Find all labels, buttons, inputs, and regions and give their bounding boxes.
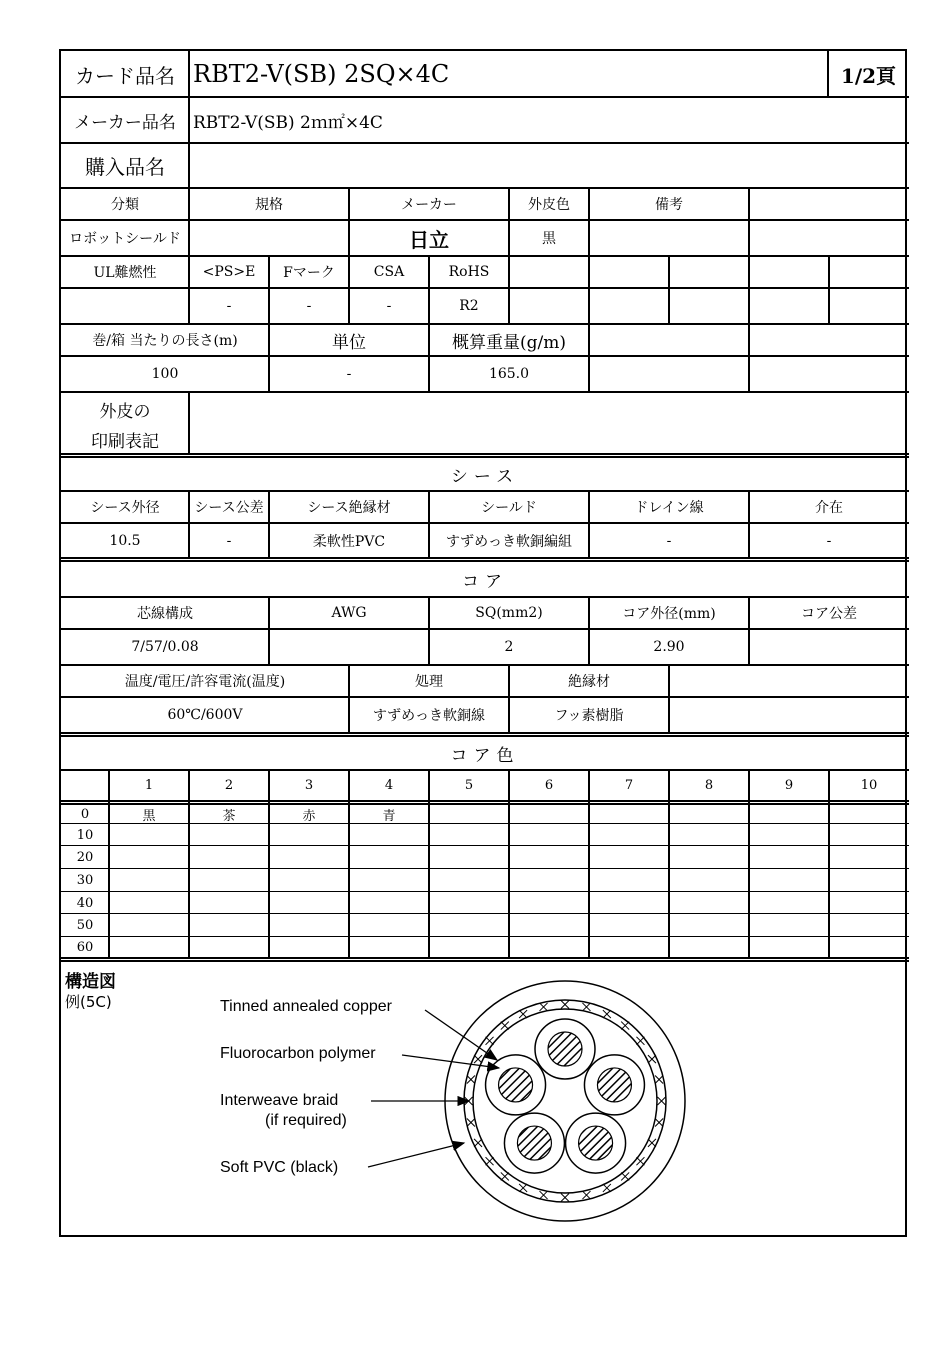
sheath-header: シース絶縁材	[307, 500, 391, 516]
sheath-value: -	[666, 532, 672, 549]
core-color-cell	[109, 824, 189, 846]
core-color-cell	[509, 846, 589, 869]
page-number: 1/2頁	[840, 63, 897, 88]
core2-value: 60℃/600V	[167, 707, 243, 723]
standard-value	[61, 288, 189, 324]
core-color-cell	[589, 824, 669, 846]
core-color-cell	[189, 937, 269, 958]
core-color-col: 6	[544, 778, 554, 793]
core-color-cell	[109, 892, 189, 914]
core-conductor	[517, 1126, 551, 1160]
class-header: 分類	[111, 197, 139, 213]
print-label-1: 外皮の	[99, 401, 151, 422]
core-color-cell	[749, 869, 829, 892]
core-color-cell	[109, 914, 189, 937]
grid-line	[668, 256, 670, 324]
label-tinned-copper: Tinned annealed copper	[220, 998, 392, 1015]
core-color-col: 4	[384, 778, 394, 793]
class-value: 日立	[409, 227, 449, 252]
card-name: RBT2-V(SB) 2SQ×4C	[193, 60, 450, 88]
core2-header: 絶縁材	[568, 674, 610, 690]
standard-value: R2	[459, 298, 479, 314]
core-color-cell	[509, 937, 589, 958]
core-color-cell	[589, 937, 669, 958]
core-color-cell	[429, 846, 509, 869]
label-braid-note: (if required)	[265, 1112, 347, 1129]
sheath-header: シース公差	[194, 500, 264, 516]
core-conductor	[597, 1068, 631, 1102]
core-color-row-label: 60	[76, 940, 94, 955]
core-color-cell	[669, 892, 749, 914]
core-conductor	[579, 1126, 613, 1160]
core-title: コア	[462, 571, 508, 592]
core-color-cell	[829, 937, 909, 958]
core-color-cell	[189, 869, 269, 892]
core-color-row-label: 20	[76, 850, 94, 865]
core2-value: すずめっき軟銅線	[373, 708, 485, 724]
core-header: AWG	[331, 605, 367, 621]
core-color-cell	[749, 804, 829, 824]
structure-diagram	[59, 959, 907, 1237]
core-color-cell	[509, 869, 589, 892]
print-value	[189, 392, 913, 454]
core-color-cell	[749, 914, 829, 937]
core-color-cell	[749, 892, 829, 914]
core2-header: 温度/電圧/許容電流(温度)	[124, 674, 286, 690]
core-color-row-label: 40	[76, 895, 94, 911]
grid-line	[748, 256, 750, 324]
core-color-cell: 茶	[222, 808, 236, 824]
core-color-row-label: 50	[76, 918, 94, 933]
core-color-cell	[349, 824, 429, 846]
sheath-value: 10.5	[109, 532, 141, 549]
core-color-cell	[509, 824, 589, 846]
maker-name: RBT2-V(SB) 2ｍ㎡×4C	[193, 112, 383, 133]
core-color-cell	[269, 937, 349, 958]
core-color-cell	[669, 804, 749, 824]
core-color-cell	[269, 892, 349, 914]
core-color-cell	[189, 892, 269, 914]
core-value: 2.90	[653, 639, 685, 655]
core-color-col: 9	[784, 778, 794, 793]
core-color-cell	[589, 869, 669, 892]
core-color-cell	[509, 804, 589, 824]
sheath-header: ドレイン線	[634, 500, 704, 516]
print-label-2: 印刷表記	[91, 431, 159, 452]
core-color-cell	[269, 824, 349, 846]
sheath-header: 介在	[815, 500, 843, 516]
core-color-cell	[829, 869, 909, 892]
length-value: 165.0	[488, 366, 530, 382]
core-value	[269, 629, 429, 665]
core-color-cell	[269, 914, 349, 937]
structure-title: 構造図	[65, 972, 116, 992]
core-color-row-label: 10	[76, 827, 94, 843]
grid-line	[588, 256, 590, 324]
core-color-cell	[589, 914, 669, 937]
class-value: 黒	[542, 231, 556, 247]
core-color-col: 8	[704, 778, 714, 793]
core-color-cell	[749, 937, 829, 958]
class-value	[189, 220, 349, 256]
core-color-cell	[349, 914, 429, 937]
length-value: -	[346, 366, 352, 382]
core-color-col: 2	[224, 778, 234, 793]
label-braid: Interweave braid	[220, 1092, 339, 1109]
core-color-cell	[669, 824, 749, 846]
length-value: 100	[151, 366, 179, 382]
sheath-value: -	[226, 532, 232, 549]
core-header: 芯線構成	[137, 606, 193, 622]
class-header: 外皮色	[528, 197, 570, 213]
core-color-cell	[429, 869, 509, 892]
core2-header: 処理	[415, 674, 443, 690]
core-color-cell: 青	[382, 808, 396, 824]
core-color-cell	[349, 846, 429, 869]
core-color-cell	[109, 937, 189, 958]
core-color-cell	[109, 846, 189, 869]
sheath-value: すずめっき軟銅編組	[446, 533, 572, 550]
core-color-cell	[669, 846, 749, 869]
core-color-cell	[749, 824, 829, 846]
core-color-cell	[429, 892, 509, 914]
length-header: 単位	[332, 332, 366, 353]
label-fluorocarbon: Fluorocarbon polymer	[220, 1045, 376, 1062]
core-color-title: コア色	[450, 745, 520, 766]
core-color-cell	[829, 824, 909, 846]
core-conductor	[548, 1032, 582, 1066]
length-header: 概算重量(g/m)	[452, 332, 566, 353]
standard-value: -	[386, 298, 392, 314]
standard-header: UL難燃性	[93, 265, 157, 281]
core-color-cell	[109, 869, 189, 892]
core-header: SQ(mm2)	[475, 605, 543, 621]
core-color-cell	[429, 914, 509, 937]
core-color-col: 3	[304, 778, 314, 793]
core-color-cell	[349, 869, 429, 892]
core-group	[486, 1019, 645, 1173]
core-header: コア公差	[801, 606, 857, 622]
sheath-value: -	[826, 532, 832, 549]
structure-example: 例(5C)	[65, 993, 112, 1011]
core-color-cell	[749, 846, 829, 869]
core-color-col: 7	[624, 778, 634, 793]
purchase-name	[189, 143, 913, 188]
card-label: カード品名	[75, 63, 175, 88]
grid-line	[748, 324, 750, 392]
core-color-cell	[269, 846, 349, 869]
standard-value: -	[306, 298, 312, 314]
core-value: 7/57/0.08	[131, 639, 199, 655]
core-color-cell	[509, 892, 589, 914]
grid-line	[828, 256, 830, 324]
class-value	[589, 220, 749, 256]
core-color-cell	[509, 914, 589, 937]
core-color-cell	[589, 846, 669, 869]
core-color-cell	[349, 892, 429, 914]
core-color-col: 10	[860, 778, 878, 793]
core-color-cell	[429, 824, 509, 846]
cable-cross-section	[59, 959, 907, 1237]
core-color-cell	[189, 824, 269, 846]
core-color-col: 1	[144, 778, 154, 793]
core-color-cell: 赤	[302, 808, 316, 824]
class-header: 備考	[655, 197, 683, 213]
core-color-cell	[189, 846, 269, 869]
class-header: メーカー	[401, 197, 457, 213]
standard-header: <PS>E	[202, 264, 256, 280]
core-conductor	[499, 1068, 533, 1102]
core-color-cell	[829, 914, 909, 937]
core-color-col: 5	[464, 778, 474, 793]
core-color-cell	[269, 869, 349, 892]
core-color-row-label: 0	[80, 806, 90, 822]
sheath-value: 柔軟性PVC	[312, 533, 386, 550]
class-value: ロボットシールド	[69, 231, 181, 247]
core-color-cell	[829, 892, 909, 914]
core-color-cell	[829, 804, 909, 824]
core-color-row-label: 30	[76, 873, 94, 888]
core-value	[749, 629, 909, 665]
purchase-name-label: 購入品名	[85, 155, 165, 179]
core-color-cell	[829, 846, 909, 869]
core-color-cell	[189, 914, 269, 937]
length-header: 巻/箱 当たりの長さ(m)	[92, 333, 238, 349]
core-value: 2	[504, 639, 514, 655]
core-color-cell: 黒	[142, 808, 156, 824]
standard-header: Fマーク	[283, 265, 335, 281]
core2-value: フッ素樹脂	[554, 708, 624, 724]
sheath-header: シース外径	[90, 500, 160, 516]
standard-value: -	[226, 298, 232, 314]
standard-header: RoHS	[448, 264, 490, 280]
standard-header: CSA	[373, 264, 405, 280]
core-color-cell	[429, 804, 509, 824]
label-soft-pvc: Soft PVC (black)	[220, 1159, 339, 1176]
core-color-cell	[669, 937, 749, 958]
sheath-title: シース	[450, 466, 520, 487]
class-header: 規格	[255, 197, 283, 213]
outer-sheath-circle	[445, 981, 685, 1221]
core-color-cell	[669, 914, 749, 937]
core-color-cell	[589, 892, 669, 914]
core-color-cell	[669, 869, 749, 892]
maker-name-label: メーカー品名	[74, 112, 176, 133]
core-color-cell	[589, 804, 669, 824]
core-color-cell	[349, 937, 429, 958]
sheath-header: シールド	[481, 500, 537, 516]
core-header: コア外径(mm)	[622, 606, 716, 622]
core-color-cell	[429, 937, 509, 958]
